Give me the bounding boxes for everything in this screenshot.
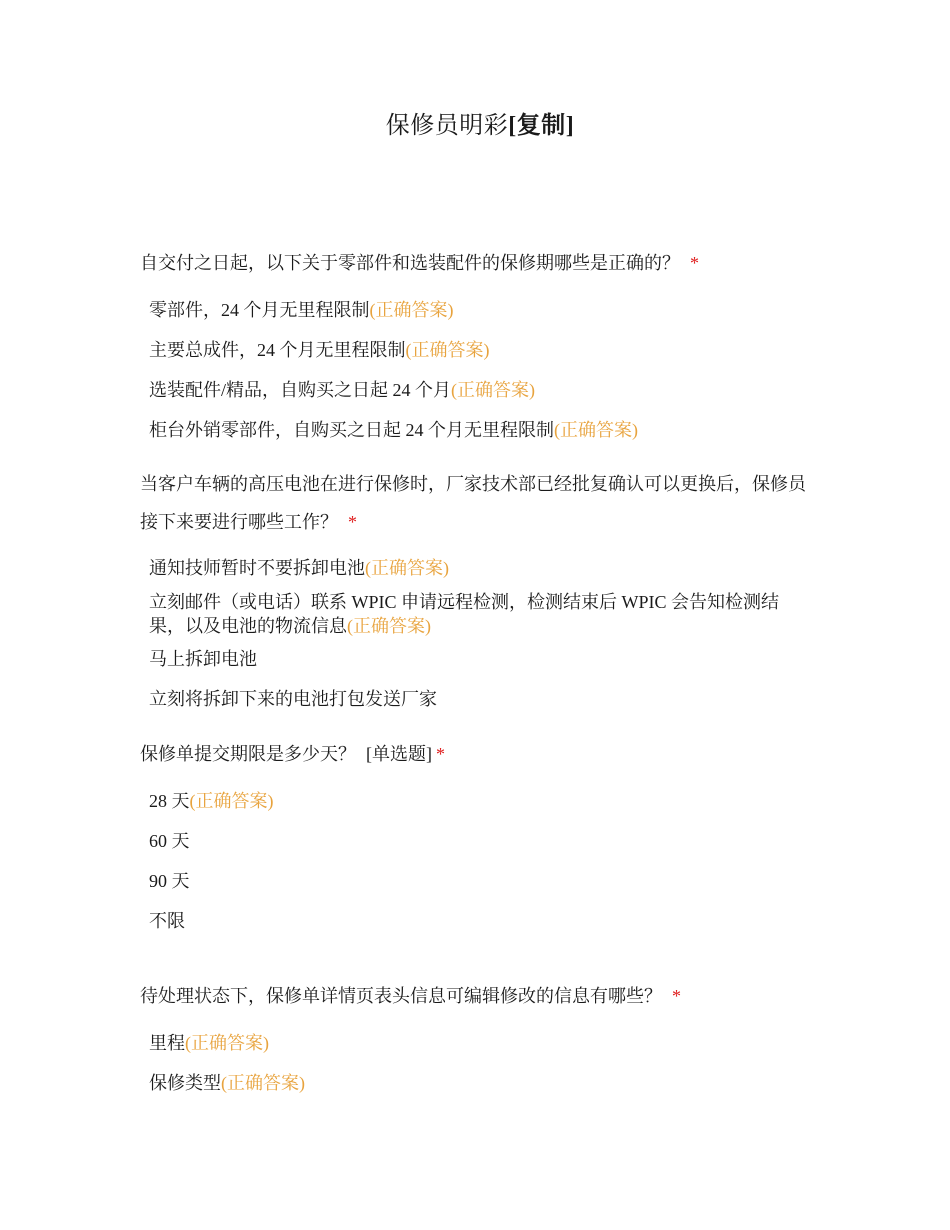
correct-answer-tag: (正确答案)	[554, 420, 638, 440]
option-item	[149, 647, 809, 671]
question-text: 当客户车辆的高压电池在进行保修时，厂家技术部已经批复确认可以更换后，保修员接下来要进行哪些工作？	[140, 474, 806, 532]
question-text: 自交付之日起，以下关于零部件和选装配件的保修期哪些是正确的？	[140, 253, 680, 273]
required-mark: *	[348, 512, 357, 532]
option-item	[149, 789, 809, 813]
option-text: 立刻将拆卸下来的电池打包发送厂家	[149, 689, 437, 709]
option-text: 不限	[149, 911, 185, 931]
question-3	[140, 735, 820, 773]
required-mark: *	[672, 986, 681, 1006]
option-item	[149, 909, 809, 933]
correct-answer-tag: (正确答案)	[369, 300, 454, 320]
correct-answer-tag: (正确答案)	[451, 380, 535, 400]
option-item	[149, 418, 809, 442]
option-text: 60 天	[149, 831, 190, 851]
option-text: 通知技师暂时不要拆卸电池	[149, 558, 365, 578]
title-bracket: [复制]	[508, 113, 575, 139]
page-title	[0, 110, 950, 142]
correct-answer-tag: (正确答案)	[405, 340, 490, 360]
option-text: 柜台外销零部件，自购买之日起 24 个月无里程限制	[149, 420, 554, 440]
question-2	[140, 465, 820, 541]
option-text: 保修类型	[149, 1073, 221, 1093]
option-item	[149, 338, 809, 362]
option-item	[149, 829, 809, 853]
option-text: 零部件，24 个月无里程限制	[149, 300, 370, 320]
option-item	[149, 1031, 809, 1055]
option-text: 90 天	[149, 871, 190, 891]
option-text: 立刻邮件（或电话）联系 WPIC 申请远程检测，检测结束后 WPIC 会告知检测结果，以及电池的物流信息	[149, 592, 779, 636]
option-item	[149, 687, 809, 711]
question-type-label: [单选题]	[366, 744, 432, 764]
correct-answer-tag: (正确答案)	[347, 616, 431, 636]
question-text: 待处理状态下，保修单详情页表头信息可编辑修改的信息有哪些？	[140, 986, 662, 1006]
option-item	[149, 1071, 809, 1095]
option-item	[149, 378, 809, 402]
option-item	[149, 590, 809, 638]
required-mark: *	[436, 744, 445, 764]
correct-answer-tag: (正确答案)	[365, 558, 449, 578]
option-text: 主要总成件，24 个月无里程限制	[149, 340, 406, 360]
question-text: 保修单提交期限是多少天？	[140, 744, 356, 764]
option-item	[149, 298, 809, 322]
correct-answer-tag: (正确答案)	[189, 791, 274, 811]
title-main: 保修员明彩	[385, 113, 509, 139]
question-1	[140, 244, 820, 282]
option-text: 里程	[149, 1033, 185, 1053]
option-item	[149, 869, 809, 893]
question-4	[140, 977, 820, 1015]
option-text: 马上拆卸电池	[149, 649, 257, 669]
option-text: 选装配件/精品，自购买之日起 24 个月	[149, 380, 451, 400]
option-text: 28 天	[149, 791, 190, 811]
correct-answer-tag: (正确答案)	[185, 1033, 269, 1053]
required-mark: *	[690, 253, 699, 273]
correct-answer-tag: (正确答案)	[221, 1073, 305, 1093]
option-item	[149, 556, 809, 580]
